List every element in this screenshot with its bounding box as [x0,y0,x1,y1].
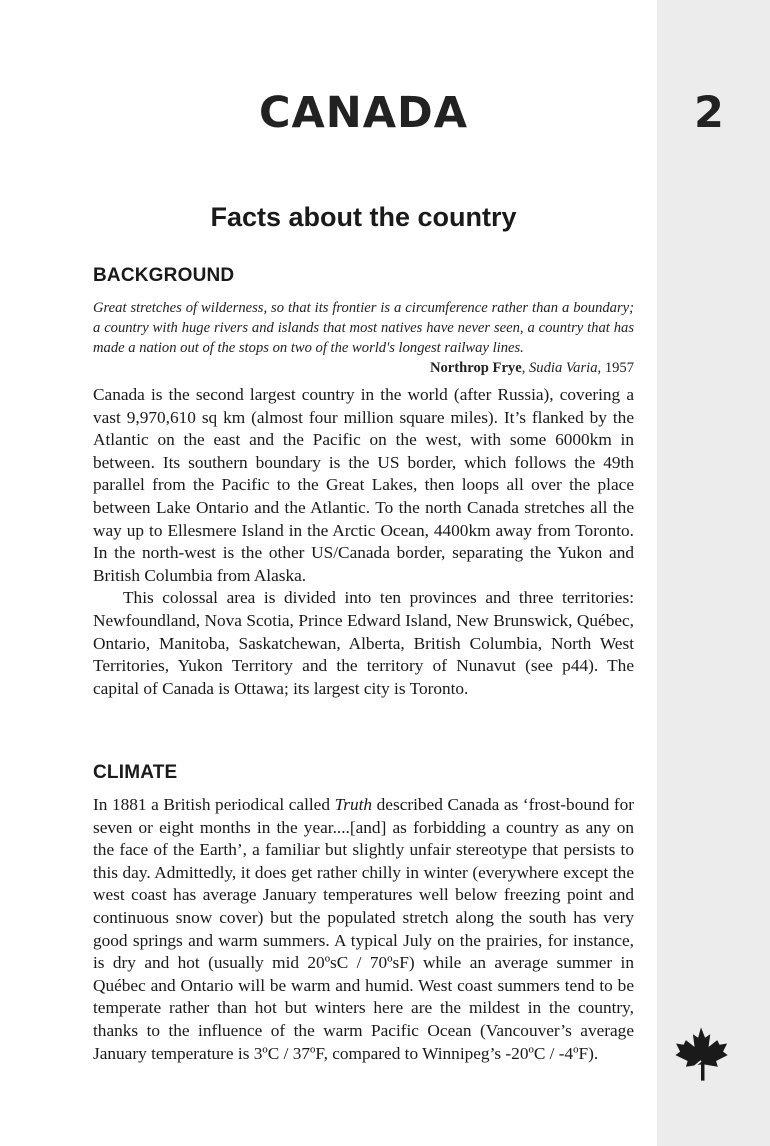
chapter-number: 2 [694,88,724,138]
climate-paragraph [93,794,634,1065]
quote-source: Sudia Varia [529,360,598,376]
quote-attribution: Northrop Frye, Sudia Varia, 1957 [429,360,634,376]
background-paragraph-2: This colossal area is divided into ten provinces and three territories: Newfoundland, Nova Scotia, Prince Edward Island, New Brunswick, Québec, Ontario, Manitoba, Saskatchewan, Alberta, British Columbia, North West Territories, Yukon Territory and the territory of Nunavut (see p44). The capital of Canada is Ottawa; its largest city is Toronto. [93,588,634,698]
epigraph-quote [93,298,634,378]
background-heading: BACKGROUND [93,265,235,286]
climate-text-rest: described Canada as ‘frost-bound for seven or eight months in the year....[and] as forbidding a country as any on the face of the Earth’, a familiar but slightly unfair stereotype that persists to this day. Admittedly, it does get rather chilly in winter (everywhere except the west coast has average January temperatures well below freezing point and continuous snow cover) but the populated stretch along the south has very good springs and warm summers. A typical July on the prairies, for instance, is dry and hot (usually mid 20ºsC / 70ºsF) while an average summer in Québec and Ontario will be warm and humid. West coast summers tend to be temperate rather than hot but winters here are the mildest in the country, thanks to the influence of the warm Pacific Ocean (Vancouver’s average January temperature is 3ºC / 37ºF, compared to Winnipeg’s -20ºC / -4ºF). [93,795,634,1063]
climate-heading: CLIMATE [93,762,178,783]
quote-year: , 1957 [597,360,634,376]
climate-body [93,794,634,1065]
quote-author: Northrop Frye [429,360,522,376]
quote-text: Great stretches of wilderness, so that its frontier is a circumference rather than a boundary; a country with huge rivers and islands that most natives have never seen, a country that has made a nation out of the stops on two of the world's longest railway lines. [93,300,634,356]
maple-leaf-icon [672,1024,730,1084]
background-body [93,384,634,700]
page-margin-strip [657,0,770,1146]
climate-text-start: In 1881 a British periodical called [93,795,335,814]
chapter-title: CANADA [258,88,469,138]
background-paragraph-1: Canada is the second largest country in the world (after Russia), covering a vast 9,970,610 sq km (almost four million square miles). It’s flanked by the Atlantic on the east and the Pacific on the west, with some 6000km in between. Its southern boundary is the US border, which follows the 49th parallel from the Pacific to the Great Lakes, then loops all over the place between Lake Ontario and the Atlantic. To the north Canada stretches all the way up to Ellesmere Island in the Arctic Ocean, 4400km away from Toronto. In the north-west is the other US/Canada border, separating the Yukon and British Columbia from Alaska. [93,385,634,585]
periodical-title: Truth [334,795,373,814]
section-title: Facts about the country [210,202,517,232]
